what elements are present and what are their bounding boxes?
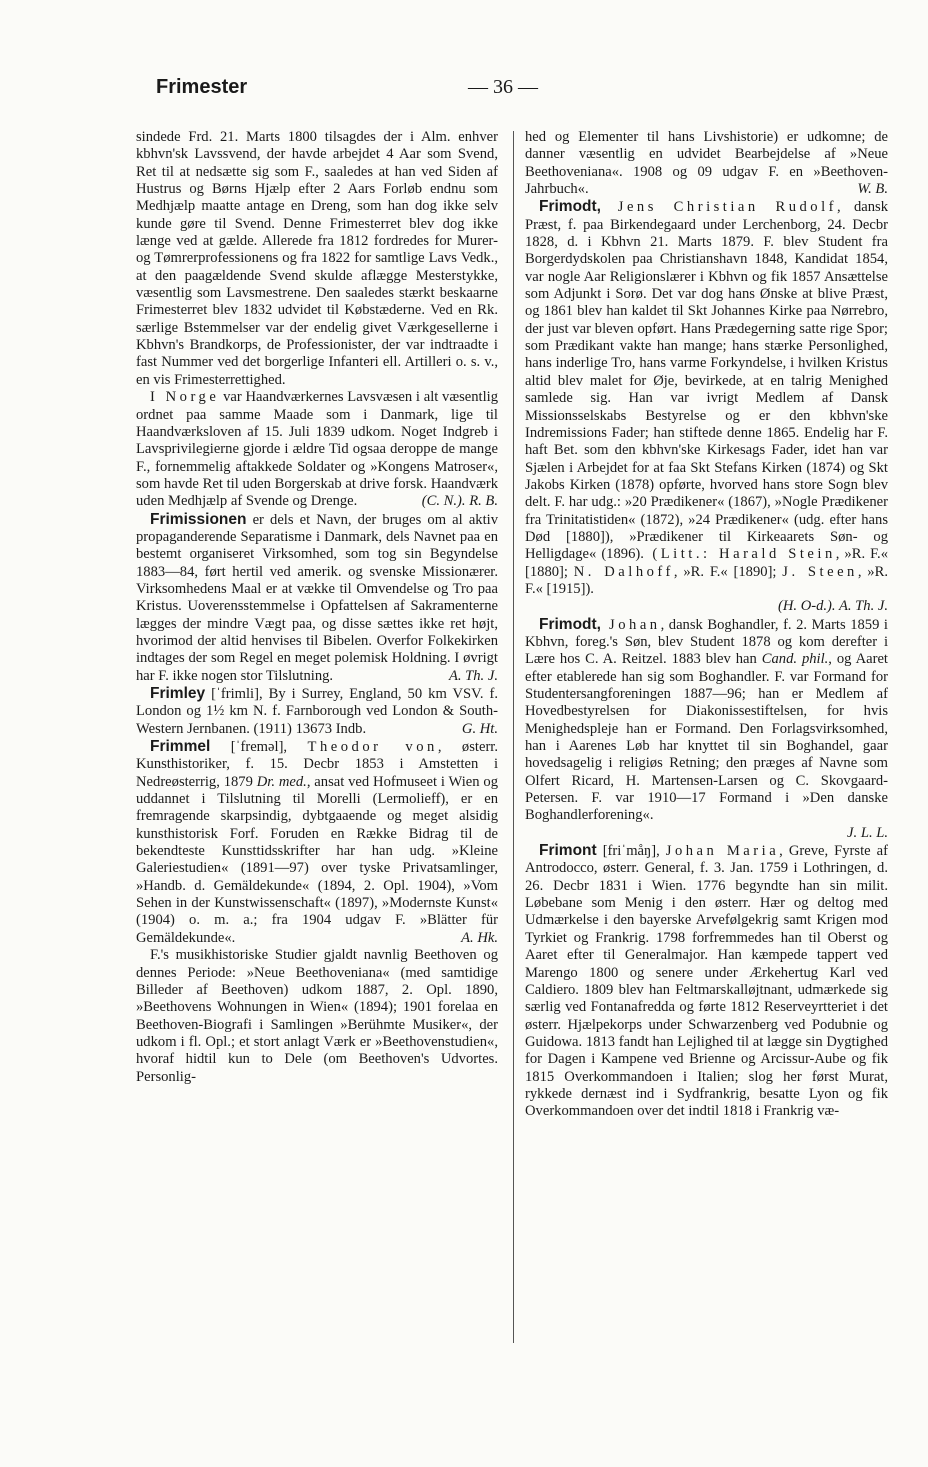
entry-text: , dansk Præst, f. paa Birkendegaard under Lerchenborg, 24. Decbr 1828, d. i Kbhvn 21. Marts 1879. F. blev Student fra Borgerdydskolen paa Christianshavn 1848, Kandidat 1854, var nogle Aar Religionslærer i Kbhvn og fik 1857 Ansættelse som Adjunkt i Sorø. Det var dog hans Ønske at blive Præst, og 1861 blev han kaldet til Skt Johannes Kirke paa Nørrebro, der just var bleven opført. Hans Prædegerning satte rige Spor; som Prædikant vakte han mange; hans stærke Personlighed, hans inderlige Tro, hans varme Forkyndelse, i hvilken Kristus altid blev malet for Øje, bevirkede, at en talrig Menighed samlede sig. Han var ivrigt Medlem af Dansk Missionsselskabs Bestyrelse og er den kbhvn'ske Indremissions Fader; han stiftede denne 1865. Endelig har F. haft Bet. som den kbhvn'ske Kirkesags Fader, idet han var Sjælen i Arbejdet for at faa Skt Stefans Kirken (1874) og Skt Jakobs Kirken (1878) opførte, hvorved hans store Sogn blev delt. F. har udg.: »20 Prædikener« (1867), »Nogle Prædikener fra Trinitatistiden« (1872), »24 Prædikener« (udg. efter hans Død [1880]), »Prædikener til Kirkeaarets Søn- og Helligdage« (1896). [525, 199, 888, 563]
paragraph [136, 129, 498, 389]
signature: (C. N.). R. B. [421, 493, 498, 510]
ref-author: J. Steen [782, 563, 858, 580]
literature-label: (Litt.: [643, 546, 720, 563]
paragraph [525, 129, 888, 198]
column-divider [513, 131, 514, 1343]
pronunciation: [ˈfreməl], [210, 739, 308, 756]
signature: J. L. L. [847, 824, 888, 841]
running-head-word: Frimester [156, 76, 248, 98]
paragraph-text: var Haandværkernes Lavsvæsen i alt væsentlig ordnet paa samme Maade som i Danmark, lige til Haandværksloven af 15. Juli 1839 udkom. Noget Indgreb i Lavsprivilegierne gjorde i ældre Tid ogsaa deroppe de mange F., fornemmelig aftakkede Soldater og »Kongens Matroser«, som havde Ret til uden Borgerskab at drive forsk. Haandværk uden Medhjælp af Svende og Drenge. [136, 389, 499, 510]
paragraph [136, 947, 498, 1086]
entry-text: , og Aaret efter etablerede han sig som Boghandler. F. var Formand for Studentersangforeningen 1887—96; han er Medlem af Hovedbestyrelsen for Diakonissestiftelsen, for hvis Menighedspleje han er Formand. Den Forlagsvirksomhed, han i Aarenes Løb har knyttet til sin Boghandel, gaar hovedsagelig i religiøs Retning; den præges af Navne som Olfert Ricard, H. Martensen-Larsen og C. Skovgaard-Petersen. F. var 1910—17 Formand i »Den danske Boghandlerforening«. [525, 651, 888, 824]
headword: Frimmel [150, 738, 211, 756]
entry-frimodt-jens [525, 198, 888, 615]
entry-frimont [525, 842, 888, 1121]
entry-frimissionen [136, 511, 498, 685]
pronunciation: [friˈmåŋ], [596, 843, 666, 860]
ref-text: , »R. F.« [1915]). [525, 563, 888, 597]
headword: Frimont [539, 842, 597, 860]
signature: W. B. [857, 181, 888, 198]
degree: Cand. phil. [761, 651, 829, 668]
entry-text: er dels et Navn, der bruges om al aktiv propaganderende Separatisme i Danmark, dels Navnet paa en bestemt organiseret Virksomhed, som tog sin Begyndelse 1883—84, ført hertil ved amerik. og svenske Missionærer. Virksomhedens Maal er at vække til Omvendelse og Tro paa Kristus. Uoverensstemmelse i Opfattelsen af Sakramenterne lægges der mindre Vægt paa, og disse sættes ikke ret højt, hvorimod der altid henvises til Bibelen. Overfor Folkekirken indtages der som Regel en meget polemisk Holdning. I øvrigt har F. ikke nogen stor Tilslutning. [136, 511, 498, 684]
entry-text: [ˈfrimli], By i Surrey, England, 50 km VSV. f. London og 1½ km N. f. Farnborough ved London & South-Western Jernbanen. (1911) 13673 Indb. [136, 686, 498, 737]
entry-frimodt-johan [525, 616, 888, 842]
left-column [136, 129, 498, 1086]
ref-text: , »R. F.« [1890]; [673, 563, 783, 580]
entry-frimley [136, 685, 498, 738]
paragraph-text: F.'s musikhistoriske Studier gjaldt navnlig Beethoven og dennes Periode: »Neue Beethoveniana« (med samtidige Billeder af Beethoven) udkom 1887, 2. Opl. 1890, »Beethovens Wohnungen in Wien« (1894); 1901 forelaa en Beethoven-Biografi i Samlingen »Berühmte Musiker«, der udkom i fl. Opl.; et stort anlagt Værk er »Beethovenstudien«, hvoraf hidtil kun to Dele (om Beethoven's Udvortes. Personlig- [136, 947, 498, 1085]
paragraph-text: hed og Elementer til hans Livshistorie) er udkomne; de danner væsentlig en udvidet Bearbejdelse af »Neue Beethoveniana«. 1908 og 09 udgav F. en »Beethoven-Jahrbuch«. [525, 129, 888, 198]
signature: A. Hk. [461, 929, 498, 946]
headword: Frimley [150, 685, 206, 702]
person-name: Johan Maria [665, 843, 780, 860]
entry-text: , Greve, Fyrste af Antrodocco, østerr. General, f. 3. Jan. 1759 i Lothringen, d. 26. Decbr 1831 i Wien. 1776 begyndte han sin milit. Løbebane som Menig i den østerr. Hær og deltog med Udmærkelse i den bayerske Arvefølgekrig samt Krigen mod Tyrkiet og Frankrig. 1798 forfremmedes han til Oberst og Aaret efter til Generalmajor. Han kæmpede tappert ved Marengo 1800 og senere under Ærkehertug Karl ved Caldiero. 1809 blev han Feltmarskalløjtnant, udmærkede sig særlig ved Fontanafredda og førte 1812 Reserveyrtteriet i det østerr. Hjælpekorps under Schwarzenberg ved Podubnie og Guidowa. 1813 fandt han Lejlighed til at lægge sin Dygtighed for Dagen i Kampene ved Brienne og Arcissur-Aube og fik 1815 Overkommandoen i Italien; slog her først Murat, rykkede dernæst ind i Sydfrankrig, besatte Lyon og fik Overkommandoen over det indtil 1818 i Frankrig væ- [525, 843, 888, 1120]
ref-author: N. Dalhoff [573, 563, 674, 580]
person-name: Jens Christian Rudolf [601, 199, 838, 216]
headword: Frimodt, [539, 615, 601, 633]
right-column [525, 129, 888, 1121]
paragraph-text: sindede Frd. 21. Marts 1800 tilsagdes der i Alm. enhver kbhvn'sk Lavssvend, der havde arbejdet 4 Aar som Svend, Ret til at nedsætte sig som F., saaledes at han ved Siden af Hustrus og Børns Hjælp efter 2 Aars Forløb endnu som Medhjælp maatte antage en Dreng, som han dog ikke selv kunde gøre til Svend. Denne Frimesterret blev dog ikke længe ved at gælde. Allerede fra 1812 fordredes for Murer- og Tømrerprofessionens og fra 1822 for samtlige Lavs Vedk., at den paagældende Svend skulde aflægge Mesterstykke, væsentlig som Lavsmestrene. Den saaledes stærkt beskaarne Frimesterret blev 1832 udvidet til Købstæderne. Ved en Rk. særlige Bstemmelser var der endelig givet Værkgesellerne i Kbhvn's Brandkorps, de Professionister, der var indtraadte i fast Nummer ved det borgerlige Infanteri ell. Artilleri o. s. v., en vis Frimesterrettighed. [136, 129, 498, 388]
running-header [156, 76, 804, 106]
entry-text: , ansat ved Hofmuseet i Wien og uddannet i Tilslutning til Morelli (Lermolieff), er en fremragende skarpsindig, dybtgaaende og meget alsidig kunsthistorisk Forf. Foruden en Række Bidrag til de bekendteste Kunsttidsskrifter har han udg. »Kleine Galeriestudien« (1891—97) over tyske Privatsamlinger, »Handb. d. Gemäldekunde« (1894, 2. Opl. 1904), »Vom Sehen in der Kunstwissenschaft« (1897), »Modernste Kunst« (1904) o. m. a.; fra 1904 udgav F. »Blätter für Gemäldekunde«. [136, 773, 498, 946]
degree: Dr. med. [256, 773, 307, 790]
entry-frimmel [136, 738, 498, 947]
paragraph [136, 389, 498, 510]
person-name: Theodor von [307, 739, 438, 756]
spaced-text: I Norge [150, 389, 220, 406]
page-number: — 36 — [468, 76, 538, 98]
person-name: Johan [601, 616, 661, 633]
ref-text: , »R. F.« [1880]; [525, 546, 888, 580]
headword: Frimissionen [150, 510, 247, 528]
signature: G. Ht. [461, 720, 498, 737]
signature: (H. O-d.). A. Th. J. [778, 598, 888, 615]
entry-text: , dansk Boghandler, f. 2. Marts 1859 i Kbhvn, foreg.'s Søn, blev Student 1878 og kom derefter i Lære hos C. A. Reitzel. 1883 blev han [525, 616, 888, 668]
signature: A. Th. J. [448, 667, 498, 684]
ref-author: Harald Stein [719, 546, 836, 563]
entry-text: , østerr. Kunsthistoriker, f. 15. Decbr 1853 i Amstetten i Nedreøsterrig, 1879 [136, 739, 499, 790]
headword: Frimodt, [539, 198, 601, 216]
